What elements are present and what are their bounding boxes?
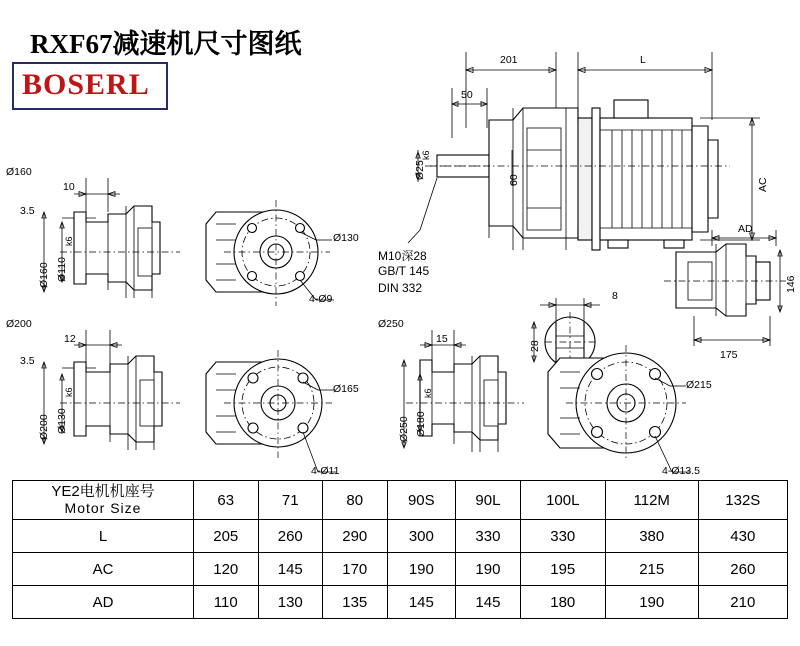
cell-L-0: 205 (194, 520, 259, 553)
cell-size-4: 90L (456, 481, 521, 520)
cell-L-4: 330 (456, 520, 521, 553)
cell-L-2: 290 (323, 520, 388, 553)
dim-AD-label: AD (738, 223, 753, 235)
row-header-AD: AD (13, 586, 194, 619)
assembly-view-top-right (408, 52, 760, 250)
dim-110-label: Ø110 (56, 257, 68, 282)
flange-view-200-front (206, 350, 336, 472)
dim-10-label: 10 (63, 181, 75, 193)
flange-view-250-front (548, 345, 690, 472)
cell-L-1: 260 (258, 520, 323, 553)
holes-4-11-label: 4-Ø11 (311, 465, 340, 477)
dim-201-label: 201 (500, 54, 518, 66)
dimensions-table (12, 480, 788, 619)
cell-size-0: 63 (194, 481, 259, 520)
table-row-AC (13, 553, 788, 586)
flange-200-title: Ø200 (6, 318, 32, 330)
cell-L-5: 330 (520, 520, 605, 553)
key-dim-8-label: 8 (612, 290, 618, 302)
cell-size-6: 112M (605, 481, 698, 520)
cell-size-5: 100L (520, 481, 605, 520)
dim-50-label: 50 (461, 89, 473, 101)
thread-note-3: DIN 332 (378, 281, 423, 295)
dim-175-label: 175 (720, 349, 738, 361)
dim-130-label: Ø130 (56, 408, 68, 434)
cell-AC-4: 190 (456, 553, 521, 586)
cell-size-7: 132S (698, 481, 787, 520)
cell-AC-6: 215 (605, 553, 698, 586)
dim-250-label: Ø250 (398, 416, 410, 442)
cell-size-1: 71 (258, 481, 323, 520)
cell-AC-3: 190 (387, 553, 456, 586)
cell-AC-1: 145 (258, 553, 323, 586)
flange-250-title: Ø250 (378, 318, 404, 330)
dim-12-label: 12 (64, 333, 76, 345)
cell-size-3: 90S (387, 481, 456, 520)
cell-AD-7: 210 (698, 586, 787, 619)
cell-AD-5: 180 (520, 586, 605, 619)
holes-4-13_5-label: 4-Ø13.5 (662, 465, 700, 477)
page-title: RXF67减速机尺寸图纸 (30, 29, 302, 59)
dim-200-label: Ø200 (38, 414, 50, 440)
table-row-header (13, 481, 788, 520)
dim-180-label: Ø180 (415, 411, 427, 437)
cell-AD-2: 135 (323, 586, 388, 619)
bolt-circle-165-label: Ø165 (333, 383, 359, 395)
flange-view-160-front (206, 200, 334, 306)
flange-160-title: Ø160 (6, 166, 32, 178)
row-header-motor-size (13, 481, 194, 520)
dim-AC-label: AC (757, 177, 769, 192)
bolt-circle-215-label: Ø215 (686, 379, 712, 391)
dim-146-label: 146 (785, 275, 797, 293)
cell-AC-0: 120 (194, 553, 259, 586)
row-header-AC: AC (13, 553, 194, 586)
thread-note-1: M10深28 (378, 249, 427, 263)
cell-AD-4: 145 (456, 586, 521, 619)
dim-110-tolerance: k6 (64, 236, 74, 246)
dim-shaft-25-tolerance: k6 (421, 150, 431, 160)
cell-L-7: 430 (698, 520, 787, 553)
row-header-motor-size-en: Motor Size (64, 500, 142, 516)
dim-15-label: 15 (436, 333, 448, 345)
dim-60-label: 60 (508, 174, 520, 186)
cell-L-3: 300 (387, 520, 456, 553)
cell-AD-3: 145 (387, 586, 456, 619)
dim-130-tolerance: k6 (64, 387, 74, 397)
dim-3_5-label-200: 3.5 (20, 355, 35, 367)
dim-3_5-label-160: 3.5 (20, 205, 35, 217)
cell-AD-1: 130 (258, 586, 323, 619)
cell-L-6: 380 (605, 520, 698, 553)
thread-note-2: GB/T 145 (378, 264, 430, 278)
table-row-L (13, 520, 788, 553)
dim-L-label: L (640, 54, 646, 66)
cell-AD-0: 110 (194, 586, 259, 619)
cell-AC-7: 260 (698, 553, 787, 586)
dim-180-tolerance: k6 (423, 388, 433, 398)
holes-4-9-label: 4-Ø9 (309, 293, 333, 305)
logo-text: BOSERL (22, 68, 150, 101)
bolt-circle-130-label: Ø130 (333, 232, 359, 244)
cell-AD-6: 190 (605, 586, 698, 619)
cell-size-2: 80 (323, 481, 388, 520)
dim-shaft-25-label: Ø25 (414, 160, 426, 180)
key-dim-28-label: 28 (529, 340, 541, 352)
cell-AC-2: 170 (323, 553, 388, 586)
cell-AC-5: 195 (520, 553, 605, 586)
table-row-AD (13, 586, 788, 619)
dim-160-label: Ø160 (38, 262, 50, 288)
row-header-motor-size-cn: YE2电机机座号 (51, 483, 155, 500)
row-header-L: L (13, 520, 194, 553)
